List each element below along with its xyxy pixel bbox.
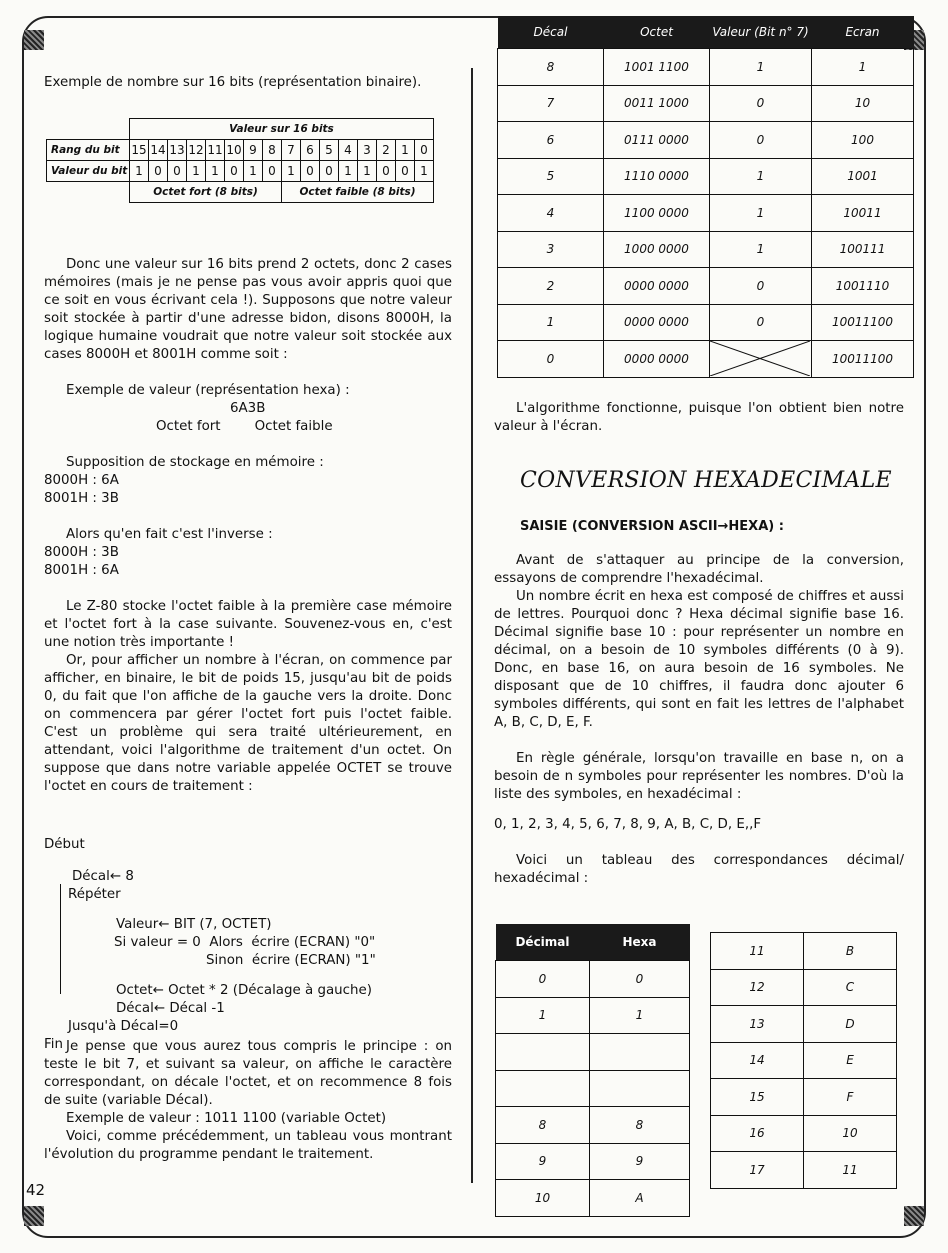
table-row (498, 304, 914, 341)
cell: 10 (812, 85, 914, 122)
table-row (496, 1034, 690, 1071)
cell: 14 (711, 1042, 804, 1079)
bit-value: 1 (130, 161, 149, 182)
cell: 1 (590, 997, 690, 1034)
bit-value: 0 (168, 161, 187, 182)
low-byte-label: Octet faible (8 bits) (282, 182, 434, 203)
table-row (711, 933, 897, 970)
table-row (496, 1180, 690, 1217)
value-label: Valeur du bit (47, 161, 130, 182)
supposition-line: 8001H : 3B (44, 491, 119, 506)
bit-rank: 12 (187, 140, 206, 161)
cell: 0 (710, 85, 812, 122)
cell: 1 (710, 231, 812, 268)
bit-value: 0 (301, 161, 320, 182)
table-row (496, 997, 690, 1034)
cell: C (804, 969, 897, 1006)
cell: 0000 0000 (604, 304, 710, 341)
cell: 11 (804, 1152, 897, 1189)
hex-table-right (710, 932, 897, 1189)
cell: 1 (710, 158, 812, 195)
octet-labels (44, 418, 452, 436)
cell: E (804, 1042, 897, 1079)
cell: 15 (711, 1079, 804, 1116)
cell (590, 1034, 690, 1071)
bit-value-row (47, 161, 434, 182)
cell (496, 1034, 590, 1071)
section-heading: CONVERSION HEXADECIMALE (520, 468, 892, 493)
bit-rank: 4 (339, 140, 358, 161)
cell: 1 (498, 304, 604, 341)
rank-label: Rang du bit (47, 140, 130, 161)
bit-rank: 10 (225, 140, 244, 161)
bit-value: 0 (225, 161, 244, 182)
cross-mark (710, 341, 810, 376)
bit-value: 0 (149, 161, 168, 182)
algo-line: Décal← 8 (72, 869, 134, 884)
bit-rank: 15 (130, 140, 149, 161)
paragraph: Or, pour afficher un nombre à l'écran, on commence par afficher, en binaire, le bit de poids 15, jusqu'au bit de poids 0, du fait que l'on affiche de la gauche vers la droite. Donc on commencera par gérer l'octet fort puis l'octet faible. C'est un problème qui sera traité ultérieurement, en attendant, voici l'algorithme de traitement d'un octet. On suppose que dans notre variable appelée OCTET se trouve l'octet en cours de traitement : (44, 653, 452, 794)
bit-rank-row (47, 140, 434, 161)
table-row (711, 1115, 897, 1152)
cell: F (804, 1079, 897, 1116)
cell: 10 (804, 1115, 897, 1152)
ex16-caption: Exemple de nombre sur 16 bits (représentation binaire). (44, 75, 422, 90)
bit-rank: 7 (282, 140, 301, 161)
algo-line: Décal← Décal -1 (116, 1001, 225, 1016)
bit-value: 0 (320, 161, 339, 182)
inverse-line: 8000H : 3B (44, 545, 119, 560)
crossed-cell (710, 341, 812, 378)
cell: 0 (498, 341, 604, 378)
bit-rank: 0 (415, 140, 434, 161)
table-row (711, 1042, 897, 1079)
octet-header: Octet (604, 16, 710, 49)
octet-fort-label: Octet fort (156, 419, 221, 434)
cell: 8 (496, 1107, 590, 1144)
table-row (496, 1143, 690, 1180)
algo-line: Fin (44, 1037, 63, 1052)
paragraph: Exemple de valeur : 1011 1100 (variable Octet) (66, 1111, 387, 1126)
table-row (498, 85, 914, 122)
bit-value: 1 (282, 161, 301, 182)
bit-value: 1 (244, 161, 263, 182)
algo-line: Sinon écrire (ECRAN) "1" (206, 953, 376, 968)
bit-rank: 6 (301, 140, 320, 161)
bit-value: 0 (377, 161, 396, 182)
table-row (711, 1079, 897, 1116)
cell: 1 (710, 195, 812, 232)
bit-table (46, 118, 434, 203)
cell: 16 (711, 1115, 804, 1152)
algorithm-block (44, 836, 452, 1054)
high-byte-label: Octet fort (8 bits) (130, 182, 282, 203)
cell: 1000 0000 (604, 231, 710, 268)
paragraph: Voici, comme précédemment, un tableau vous montrant l'évolution du programme pendant le traitement. (44, 1129, 452, 1162)
bit-value: 1 (415, 161, 434, 182)
algo-bracket (60, 884, 61, 994)
cell: 7 (498, 85, 604, 122)
paragraph: Avant de s'attaquer au principe de la conversion, essayons de comprendre l'hexadécimal. (494, 553, 904, 586)
paragraph: Je pense que vous aurez tous compris le principe : on teste le bit 7, et suivant sa valeur, on affiche le caractère correspondant, on décale l'octet, et on recommence 8 fois de suite (variable Décal). (44, 1039, 452, 1108)
algo-line: Si valeur = 0 Alors écrire (ECRAN) "0" (114, 935, 376, 950)
table-row (498, 268, 914, 305)
paragraph: Donc une valeur sur 16 bits prend 2 octets, donc 2 cases mémoires (mais je ne pense pas vous avoir appris quoi que ce soit en vous écrivant cela !). Supposons que notre valeur soit stockée à partir d'une adresse bidon, disons 8000H, la logique humaine voudrait que notre valeur soit stockée aux cases 8000H et 8001H comme soit : (44, 257, 452, 362)
algo-conclusion (494, 400, 904, 436)
cell: 12 (711, 969, 804, 1006)
bit-rank: 14 (149, 140, 168, 161)
decimal-header: Décimal (496, 924, 590, 961)
cell: 1100 0000 (604, 195, 710, 232)
bit-table-header: Valeur sur 16 bits (130, 119, 434, 140)
hexa-header: Hexa (590, 924, 690, 961)
algo-line: Jusqu'à Décal=0 (68, 1019, 179, 1034)
cell: 0 (710, 268, 812, 305)
cell: 9 (590, 1143, 690, 1180)
cell: 2 (498, 268, 604, 305)
inverse-title: Alors qu'en fait c'est l'inverse : (66, 527, 273, 542)
bit-value: 1 (339, 161, 358, 182)
page-number: 42 (26, 1181, 46, 1199)
cell: 5 (498, 158, 604, 195)
cell: 1110 0000 (604, 158, 710, 195)
table-row (498, 341, 914, 378)
table-row (498, 231, 914, 268)
table-row (498, 158, 914, 195)
cell: 1001 (812, 158, 914, 195)
algo-line: Valeur← BIT (7, OCTET) (116, 917, 272, 932)
cell: 8 (498, 49, 604, 86)
paragraph: Voici un tableau des correspondances décimal/ hexadécimal : (494, 853, 904, 886)
table-row (496, 961, 690, 998)
paragraph: En règle générale, lorsqu'on travaille en base n, on a besoin de n symboles pour représenter les nombres. D'où la liste des symboles, en hexadécimal : (494, 751, 904, 802)
table-row (498, 122, 914, 159)
cell: A (590, 1180, 690, 1217)
left-text-block-1 (44, 256, 452, 796)
section-subheading: SAISIE (CONVERSION ASCII→HEXA) : (520, 519, 784, 534)
right-text-block (494, 552, 904, 888)
cell: 0011 1000 (604, 85, 710, 122)
cell: B (804, 933, 897, 970)
cell: 10011100 (812, 341, 914, 378)
cell: 1 (710, 49, 812, 86)
hex-value: 6A3B (230, 401, 266, 416)
cell: 4 (498, 195, 604, 232)
bit-rank: 8 (263, 140, 282, 161)
bit-value: 1 (358, 161, 377, 182)
hex-table-left (495, 924, 690, 1217)
octet-faible-label: Octet faible (254, 419, 333, 434)
supposition-title: Supposition de stockage en mémoire : (66, 455, 324, 470)
paragraph: L'algorithme fonctionne, puisque l'on obtient bien notre valeur à l'écran. (494, 401, 904, 434)
decal-table (497, 16, 914, 378)
cell: 1 (496, 997, 590, 1034)
cell: 1001 1100 (604, 49, 710, 86)
inverse-line: 8001H : 6A (44, 563, 119, 578)
bit-value: 0 (263, 161, 282, 182)
cell: 0000 0000 (604, 341, 710, 378)
cell: 1001110 (812, 268, 914, 305)
bit-value: 1 (187, 161, 206, 182)
cell (590, 1070, 690, 1107)
bit-rank: 13 (168, 140, 187, 161)
corner-ornament-bottom-right (904, 1206, 924, 1226)
cell: 17 (711, 1152, 804, 1189)
cell: 10011 (812, 195, 914, 232)
bit-rank: 2 (377, 140, 396, 161)
table-row (711, 1006, 897, 1043)
valeur-header: Valeur (Bit n° 7) (710, 16, 812, 49)
cell: 100111 (812, 231, 914, 268)
cell: D (804, 1006, 897, 1043)
bit-value: 1 (206, 161, 225, 182)
algo-line: Début (44, 837, 85, 852)
table-row (711, 969, 897, 1006)
cell: 11 (711, 933, 804, 970)
cell: 0000 0000 (604, 268, 710, 305)
cell: 9 (496, 1143, 590, 1180)
cell: 0 (710, 122, 812, 159)
table-row (496, 1070, 690, 1107)
algo-line: Répéter (68, 887, 121, 902)
cell: 0 (590, 961, 690, 998)
table-row (711, 1152, 897, 1189)
cell: 6 (498, 122, 604, 159)
left-text-block-2 (44, 1038, 452, 1164)
cell: 0111 0000 (604, 122, 710, 159)
table-row (498, 195, 914, 232)
corner-ornament-bottom-left (24, 1206, 44, 1226)
decal-header: Décal (498, 16, 604, 49)
cell: 10011100 (812, 304, 914, 341)
paragraph: Le Z-80 stocke l'octet faible à la première case mémoire et l'octet fort à la case suivante. Souvenez-vous en, c'est une notion très importante ! (44, 599, 452, 650)
cell: 3 (498, 231, 604, 268)
bit-rank: 5 (320, 140, 339, 161)
ecran-header: Ecran (812, 16, 914, 49)
corner-ornament-top-left (24, 30, 44, 50)
paragraph: Un nombre écrit en hexa est composé de chiffres et aussi de lettres. Pourquoi donc ? Hexa décimal signifie base 16. Décimal signifie base 10 : pour représenter un nombre en décimal, on a besoin de 10 symboles différents (0 à 9). Donc, en base 16, on aura besoin de 16 symboles. Ne disposant que de 10 chiffres, il faudra donc ajouter 6 symboles différents, qui sont en fait les lettres de l'alphabet A, B, C, D, E, F. (494, 589, 904, 730)
cell: 8 (590, 1107, 690, 1144)
cell: 0 (496, 961, 590, 998)
cell (496, 1070, 590, 1107)
cell: 13 (711, 1006, 804, 1043)
cell: 0 (710, 304, 812, 341)
cell: 10 (496, 1180, 590, 1217)
cell: 1 (812, 49, 914, 86)
bit-rank: 9 (244, 140, 263, 161)
bit-value: 0 (396, 161, 415, 182)
bit-rank: 11 (206, 140, 225, 161)
column-divider (471, 68, 473, 1183)
algo-line: Octet← Octet * 2 (Décalage à gauche) (116, 983, 372, 998)
symbol-list: 0, 1, 2, 3, 4, 5, 6, 7, 8, 9, A, B, C, D, E,,F (494, 817, 762, 832)
cell: 100 (812, 122, 914, 159)
supposition-line: 8000H : 6A (44, 473, 119, 488)
hex-caption: Exemple de valeur (représentation hexa) : (66, 383, 350, 398)
table-row (496, 1107, 690, 1144)
table-row (498, 49, 914, 86)
bit-rank: 1 (396, 140, 415, 161)
bit-rank: 3 (358, 140, 377, 161)
